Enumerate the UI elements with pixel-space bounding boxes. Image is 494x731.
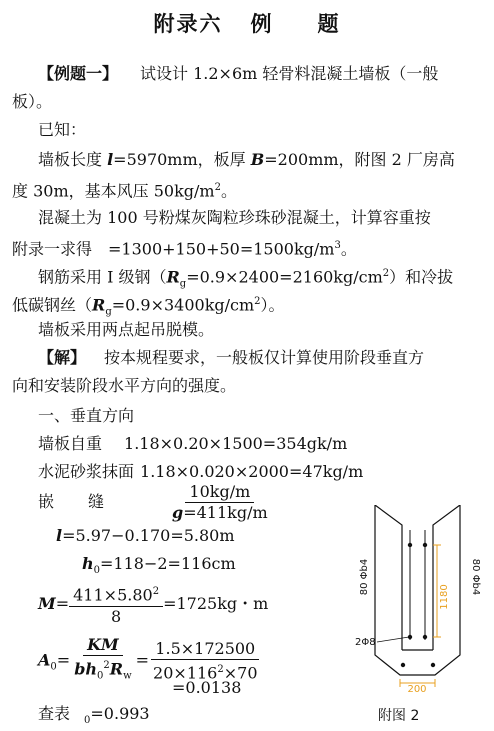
- wall-text-c: =200mm，附图 2 厂房高: [264, 150, 455, 169]
- steel-R-symbol-2: R: [92, 295, 106, 315]
- a0-den2-b: ×70: [223, 662, 258, 682]
- a0-den2-sup: 2: [217, 663, 224, 675]
- embed-label-2: 缝: [88, 492, 105, 511]
- left-rebar-label: 80 Φb4: [359, 558, 370, 596]
- wall-panel-section-figure: [355, 505, 490, 695]
- example-one-line1: [38, 64, 438, 84]
- wall-sup: 2: [214, 182, 221, 193]
- a0-den1-a: bh: [74, 659, 98, 679]
- self-weight-expr: 1.18×0.20×1500=354gk/m: [124, 434, 348, 453]
- steel-g-sub-2: g: [105, 306, 112, 318]
- right-rebar-label: 80 Φb4: [470, 558, 481, 596]
- a0-den1-sub: 0: [97, 670, 104, 682]
- mortar-label: 水泥砂浆抹面: [38, 462, 135, 481]
- steel-line2: [12, 292, 285, 323]
- a0-equals-1: =: [56, 650, 71, 670]
- h0-sub: 0: [93, 565, 101, 577]
- lookup-sub: 0: [84, 715, 91, 727]
- moment-symbol: M: [38, 594, 56, 613]
- steel-R-symbol: R: [166, 267, 180, 287]
- steel-line1: [38, 264, 453, 295]
- l-equation: [56, 526, 235, 546]
- wall-length-line: [38, 150, 455, 170]
- lookup-label: 查表: [38, 704, 71, 723]
- steel-g-sub: g: [179, 278, 187, 290]
- wall-text-d: 度 30m，基本风压 50kg/m: [12, 181, 215, 201]
- bottom-rebar-leader: [377, 637, 409, 642]
- wind-pressure-line: [12, 178, 237, 201]
- bottom-rebar-label: 2Φ8: [355, 637, 376, 648]
- demould-line: 墙板采用两点起吊脱模。: [38, 320, 215, 339]
- a0-num2: 1.5×172500: [151, 640, 259, 660]
- wall-text-a: 墙板长度: [38, 150, 108, 169]
- h0-symbol: h: [82, 554, 94, 573]
- self-weight-label: 墙板自重: [38, 434, 103, 453]
- a0-den1-b: R: [109, 659, 124, 679]
- wall-text-b: =5970mm，板厚: [113, 150, 251, 169]
- example-one-text: 试设计 1.2×6m 轻骨料混凝土墙板（一般: [140, 64, 439, 83]
- a0-result: =0.0138: [172, 678, 242, 697]
- moment-num-value: 411×5.80: [73, 585, 153, 605]
- rebar-dot: [423, 635, 427, 639]
- l-eq-symbol: l: [56, 526, 63, 545]
- title-word-2: 题: [317, 12, 341, 36]
- concrete-text-b: 附录一求得 =1300+150+50=1500kg/m: [12, 239, 335, 259]
- self-weight-line: [38, 434, 347, 454]
- concrete-line2: [12, 236, 357, 259]
- steel-text-c: ）和冷拔: [389, 267, 454, 287]
- title-appendix: 附录六: [153, 12, 223, 36]
- rebar-dot: [408, 543, 412, 547]
- embed-num: 10kg/m: [185, 483, 254, 503]
- rebar-dot: [423, 543, 427, 547]
- moment-equation: [38, 582, 268, 626]
- concrete-line1: 混凝土为 100 号粉煤灰陶粒珍珠砂混凝土，计算容重按: [38, 208, 431, 227]
- page-title: [0, 8, 494, 38]
- a0-den1-bsub: w: [123, 670, 132, 682]
- solution-tag: 【解】: [38, 348, 87, 367]
- a0-den1: [70, 656, 135, 686]
- concrete-text-c: 。: [340, 239, 357, 259]
- embed-fraction: [168, 483, 272, 522]
- steel-sup-b: 2: [382, 268, 390, 279]
- steel-text-a: 钢筋采用 I 级钢（: [38, 267, 167, 287]
- a0-fraction-2: [149, 640, 261, 682]
- embed-line: [38, 482, 272, 522]
- solution-line2: 向和安装阶段水平方向的强度。: [12, 376, 237, 395]
- a0-fraction-1: [70, 636, 135, 686]
- steel-text-f: ）。: [260, 295, 285, 315]
- mortar-line: [38, 462, 363, 482]
- example-one-line2: 板）。: [12, 92, 53, 111]
- wall-B-symbol: B: [250, 150, 265, 169]
- width-dimension-label: 200: [407, 684, 427, 695]
- l-eq-expr: =5.97−0.170=5.80m: [62, 526, 235, 545]
- known-heading: 已知：: [38, 120, 87, 139]
- moment-den: 8: [111, 606, 122, 626]
- steel-sup-e: 2: [254, 296, 261, 307]
- steel-text-e: =0.9×3400kg/cm: [111, 295, 255, 315]
- lookup-expr: =0.993: [90, 704, 150, 723]
- a0-equals-2: =: [135, 650, 150, 670]
- section-vertical: 一、垂直方向: [38, 406, 135, 425]
- h0-equation: [82, 554, 236, 581]
- steel-text-d: 低碳钢丝（: [12, 295, 93, 315]
- embed-g-symbol: g: [172, 503, 184, 522]
- moment-result: =1725kg・m: [163, 594, 269, 613]
- mortar-expr: 1.18×0.020×2000=47kg/m: [140, 462, 364, 481]
- a0-den2-a: 20×116: [153, 662, 218, 682]
- h0-expr: =118−2=116cm: [100, 554, 236, 573]
- wall-text-e: 。: [220, 181, 237, 201]
- moment-num-sup: 2: [152, 586, 160, 598]
- moment-num: [69, 583, 163, 606]
- a0-symbol: A: [38, 650, 51, 670]
- title-word-1: 例: [250, 12, 274, 36]
- solution-line1: [38, 348, 424, 368]
- concrete-sup: 3: [334, 240, 341, 251]
- embed-den: [168, 503, 272, 522]
- figure-caption: 附图 2: [378, 708, 420, 724]
- example-one-tag: 【例题一】: [38, 64, 119, 83]
- solution-text: 按本规程要求，一般板仅计算使用阶段垂直方: [104, 348, 425, 367]
- a0-sub: 0: [50, 661, 57, 673]
- rebar-dot: [431, 663, 435, 667]
- embed-den-value: =411kg/m: [183, 503, 268, 522]
- height-dimension-label: 1180: [439, 584, 450, 610]
- a0-equation: [38, 636, 262, 682]
- wall-l-symbol: l: [107, 150, 114, 169]
- panel-left-flange: [375, 505, 402, 650]
- a0-den1-sup: 2: [103, 660, 110, 671]
- rebar-dot: [401, 663, 405, 667]
- a0-num1: KM: [83, 636, 123, 656]
- moment-equals: =: [55, 594, 70, 613]
- moment-fraction: [69, 583, 163, 625]
- steel-text-b: =0.9×2400=2160kg/cm: [186, 267, 383, 287]
- embed-label-1: 嵌: [38, 492, 55, 511]
